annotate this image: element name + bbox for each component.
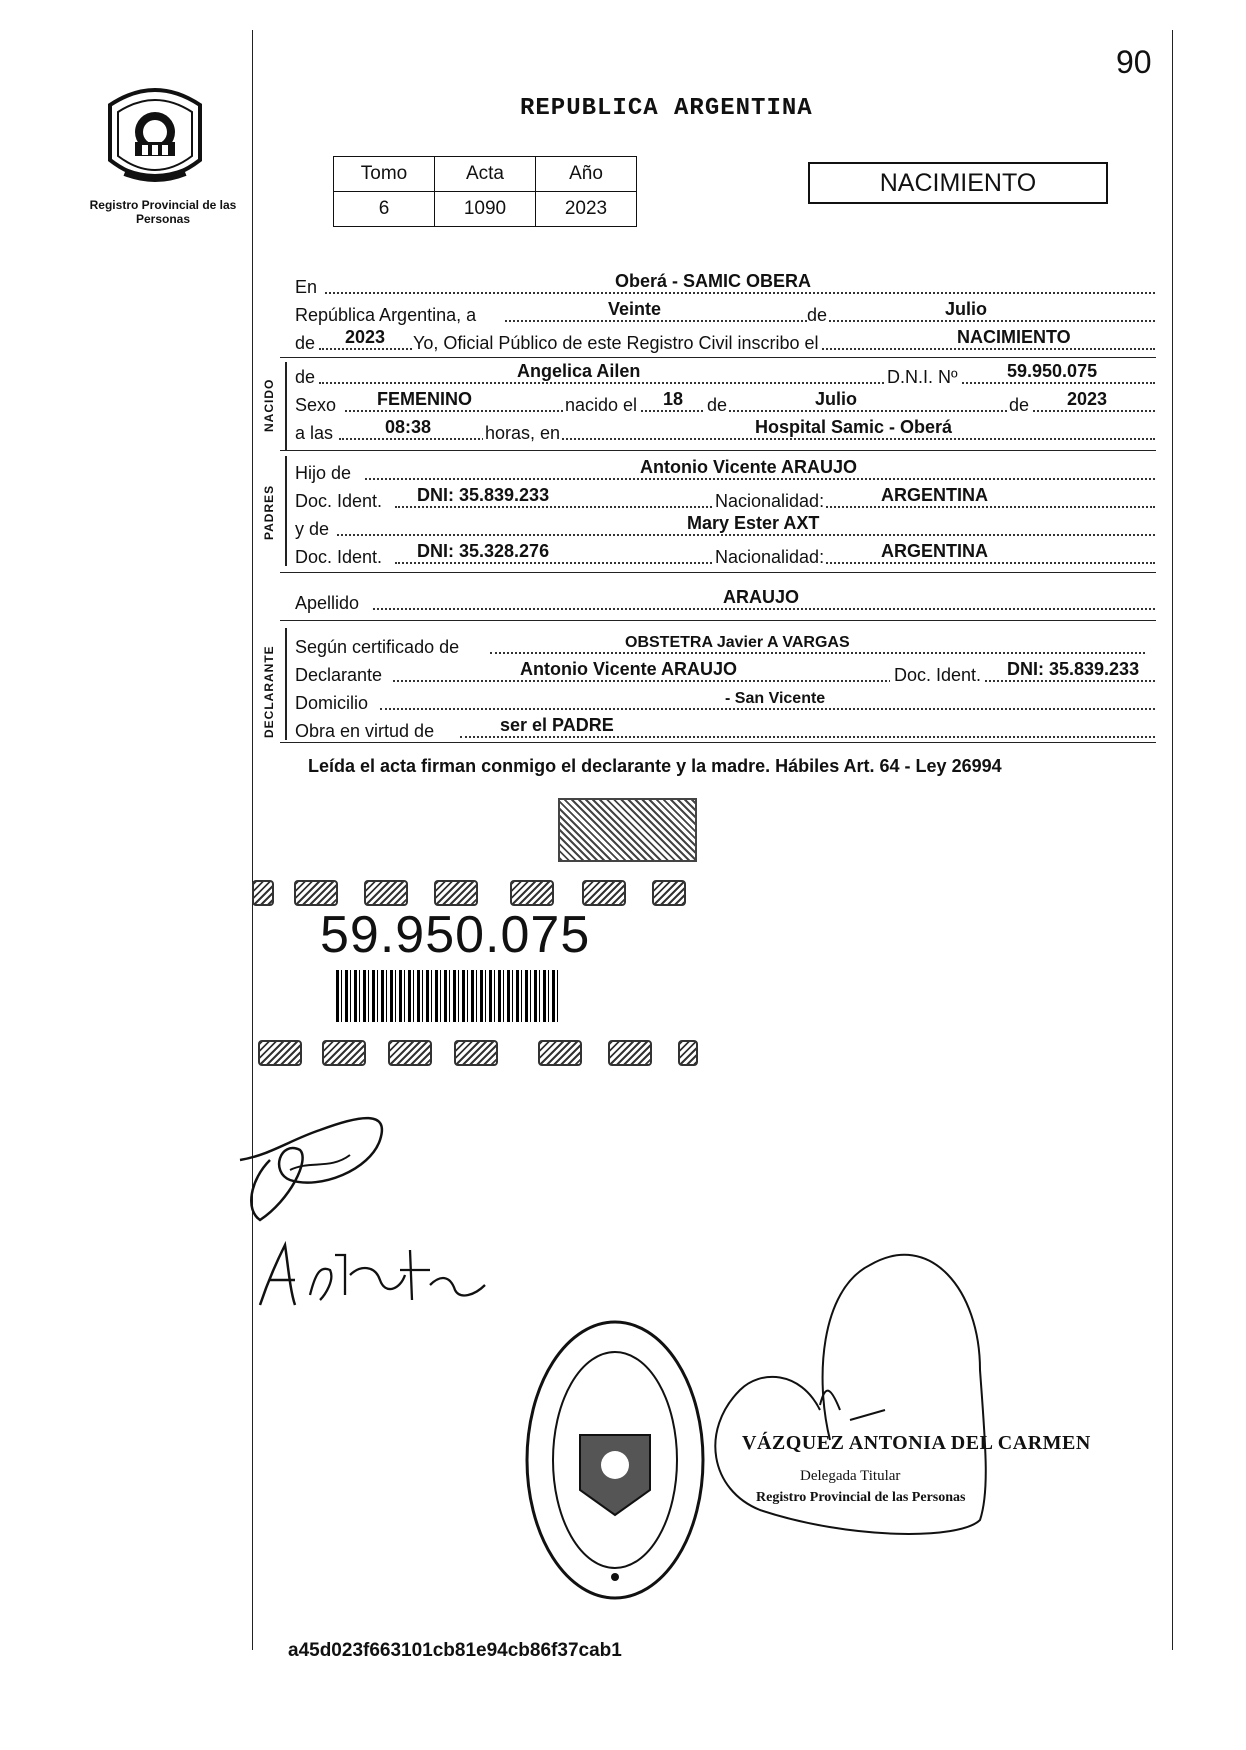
section-label-declarante: DECLARANTE — [262, 645, 276, 738]
value-father-doc: DNI: 35.839.233 — [417, 485, 550, 505]
label-hijo-de: Hijo de — [295, 463, 352, 483]
table-header-ano: Año — [536, 157, 637, 192]
document-title: REPUBLICA ARGENTINA — [520, 95, 813, 122]
label-declarante: Declarante — [295, 665, 383, 685]
label-de-birth: de — [707, 395, 728, 415]
label-republica: República Argentina, a — [295, 305, 477, 325]
label-obra: Obra en virtud de — [295, 721, 435, 741]
line-republica — [295, 300, 1155, 326]
left-margin-line — [252, 30, 253, 1650]
misiones-logo — [100, 80, 210, 195]
line-mother — [295, 514, 1155, 540]
line-nacido-name — [295, 362, 1155, 388]
label-cert: Según certificado de — [295, 637, 460, 657]
value-day: Veinte — [608, 299, 662, 319]
divider-apellido — [280, 620, 1156, 621]
value-child-name: Angelica Ailen — [517, 361, 641, 381]
record-table — [333, 156, 637, 227]
value-mother-doc: DNI: 35.328.276 — [417, 541, 550, 561]
line-year — [295, 328, 1155, 354]
label-de: de — [807, 305, 828, 325]
line-declarante — [295, 660, 1155, 686]
label-y-de: y de — [295, 519, 330, 539]
line-apellido — [295, 588, 1155, 614]
value-place: Oberá - SAMIC OBERA — [615, 271, 812, 291]
label-domicilio: Domicilio — [295, 693, 369, 713]
label-mother-nat: Nacionalidad: — [715, 547, 825, 567]
line-en — [295, 272, 1155, 298]
value-decl-doc: DNI: 35.839.233 — [1007, 659, 1140, 679]
value-month: Julio — [945, 299, 988, 319]
registry-caption: Registro Provincial de las Personas — [89, 198, 237, 226]
nacido-bracket — [285, 362, 287, 450]
line-obra — [295, 716, 1155, 742]
official-organization: Registro Provincial de las Personas — [756, 1490, 966, 1505]
line-father-doc — [295, 486, 1155, 512]
closing-text: Leída el acta firman conmigo el declarante y la madre. Hábiles Art. 64 - Ley 26994 — [308, 756, 1002, 776]
label-sexo: Sexo — [295, 395, 337, 415]
official-seal — [520, 1315, 710, 1605]
declarante-bracket — [285, 628, 287, 740]
value-declarante: Antonio Vicente ARAUJO — [520, 659, 738, 679]
divider-nacido — [280, 450, 1156, 451]
divider-intro — [280, 357, 1156, 358]
label-officer: Yo, Oficial Público de este Registro Civil inscribo el — [413, 333, 819, 353]
value-birth-year: 2023 — [1067, 389, 1108, 409]
right-margin-line — [1172, 30, 1173, 1650]
label-nacido-el: nacido el — [565, 395, 638, 415]
padres-bracket — [285, 456, 287, 566]
barcode — [336, 970, 560, 1022]
divider-padres — [280, 572, 1156, 573]
value-time: 08:38 — [385, 417, 432, 437]
record-type-box: NACIMIENTO — [808, 162, 1108, 204]
value-mother: Mary Ester AXT — [687, 513, 820, 533]
value-birth-place: Hospital Samic - Oberá — [755, 417, 953, 437]
label-de-nacido: de — [295, 367, 316, 387]
divider-declarante — [280, 742, 1156, 743]
label-apellido: Apellido — [295, 593, 360, 613]
label-a-las: a las — [295, 423, 334, 443]
line-cert — [295, 632, 1155, 658]
line-mother-doc — [295, 542, 1155, 568]
label-de-year: de — [295, 333, 316, 353]
security-stamp — [558, 798, 697, 862]
table-header-acta: Acta — [435, 157, 536, 192]
value-act: NACIMIENTO — [957, 327, 1071, 347]
line-sexo — [295, 390, 1155, 416]
value-cert: OBSTETRA Javier A VARGAS — [625, 634, 850, 651]
official-name: VÁZQUEZ ANTONIA DEL CARMEN — [742, 1432, 1091, 1454]
official-role: Delegada Titular — [800, 1468, 901, 1484]
label-father-nat: Nacionalidad: — [715, 491, 825, 511]
value-father-nat: ARGENTINA — [881, 485, 988, 505]
label-mother-doc: Doc. Ident. — [295, 547, 383, 567]
value-domicilio: - San Vicente — [725, 690, 826, 707]
table-value-acta: 1090 — [435, 192, 536, 227]
value-sexo: FEMENINO — [377, 389, 473, 409]
label-father-doc: Doc. Ident. — [295, 491, 383, 511]
document-hash: a45d023f663101cb81e94cb86f37cab1 — [288, 1640, 622, 1661]
label-decl-doc: Doc. Ident. — [890, 665, 983, 686]
value-child-dni: 59.950.075 — [1007, 361, 1098, 381]
mother-signature — [250, 1235, 490, 1315]
section-label-nacido: NACIDO — [262, 378, 276, 432]
value-year: 2023 — [345, 327, 386, 347]
declarant-signature — [230, 1100, 410, 1230]
section-label-padres: PADRES — [262, 484, 276, 540]
security-marks-top — [252, 880, 702, 904]
label-de-birth-year: de — [1009, 395, 1030, 415]
security-marks-bottom — [258, 1040, 708, 1064]
line-father — [295, 458, 1155, 484]
value-mother-nat: ARGENTINA — [881, 541, 988, 561]
dni-stamp-number: 59.950.075 — [320, 906, 591, 964]
page-number: 90 — [1116, 44, 1152, 80]
value-father: Antonio Vicente ARAUJO — [640, 457, 858, 477]
value-birth-month: Julio — [815, 389, 858, 409]
label-en: En — [295, 277, 318, 297]
line-hora — [295, 418, 1155, 444]
table-header-tomo: Tomo — [334, 157, 435, 192]
line-domicilio — [295, 688, 1155, 714]
value-obra: ser el PADRE — [500, 715, 614, 735]
label-horas: horas, en — [485, 423, 561, 443]
value-apellido: ARAUJO — [723, 587, 800, 607]
table-value-ano: 2023 — [536, 192, 637, 227]
table-value-tomo: 6 — [334, 192, 435, 227]
value-birth-day: 18 — [663, 389, 684, 409]
label-dni: D.N.I. Nº — [887, 367, 958, 387]
